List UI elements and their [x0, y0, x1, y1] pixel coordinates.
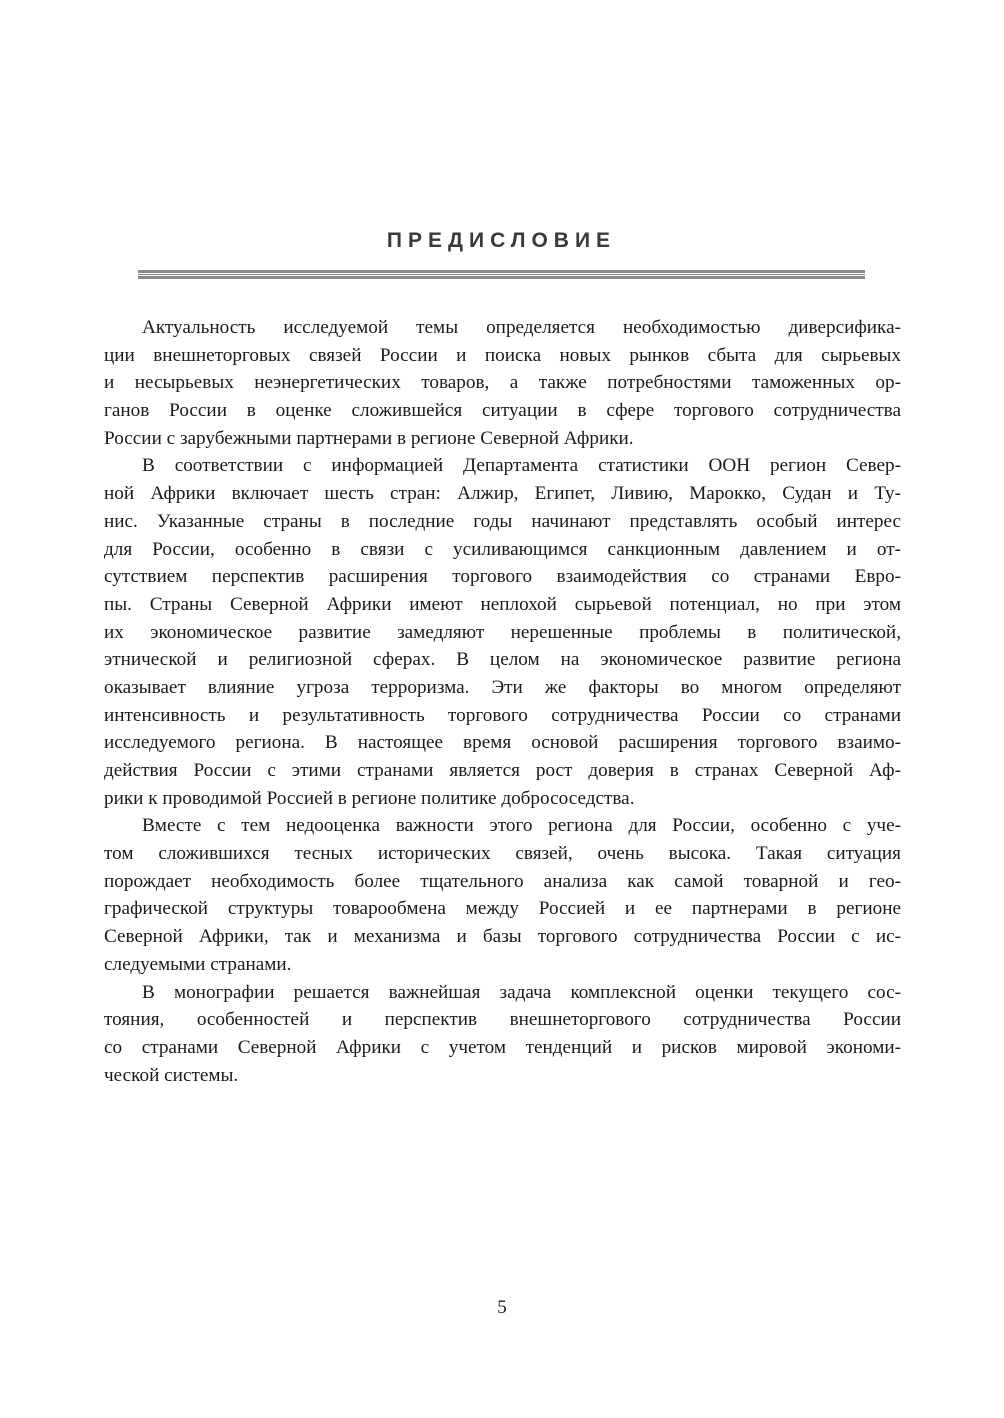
text-line: тояния, особенностей и перспектив внешнеторгового сотрудничества России — [104, 1009, 901, 1031]
text-line: исследуемого региона. В настоящее время основой расширения торгового взаимо- — [104, 732, 901, 754]
text-line: для России, особенно в связи с усиливающимся санкционным давлением и от- — [104, 538, 901, 560]
text-line: Вместе с тем недооценка важности этого региона для России, особенно с уче- — [142, 815, 901, 837]
text-line: следуемыми странами. — [104, 953, 292, 975]
paragraph — [104, 452, 901, 812]
text-line: оказывает влияние угроза терроризма. Эти же факторы во многом определяют — [104, 676, 901, 698]
text-line: со странами Северной Африки с учетом тенденций и рисков мировой экономи- — [104, 1036, 901, 1058]
paragraph — [104, 979, 901, 1090]
paragraph — [104, 812, 901, 978]
text-line: действия России с этими странами является рост доверия в странах Северной Аф- — [104, 760, 901, 781]
page-title: ПРЕДИСЛОВИЕ — [386, 229, 617, 252]
text-line: графической структуры товарообмена между Россией и ее партнерами в регионе — [104, 898, 901, 920]
text-line: Северной Африки, так и механизма и базы торгового сотрудничества России с ис- — [104, 926, 901, 948]
page-number: 5 — [497, 1297, 507, 1318]
title-divider — [138, 270, 865, 281]
text-line: пы. Страны Северной Африки имеют неплохой сырьевой потенциал, но при этом — [104, 593, 901, 615]
text-line: В монографии решается важнейшая задача комплексной оценки текущего сос- — [142, 981, 901, 1003]
text-line: ции внешнеторговых связей России и поиска новых рынков сбыта для сырьевых — [104, 344, 901, 366]
text-line: том сложившихся тесных исторических связей, очень высока. Такая ситуация — [104, 843, 901, 865]
text-line: сутствием перспектив расширения торгового взаимодействия со странами Евро- — [104, 566, 901, 588]
text-line: порождает необходимость более тщательного анализа как самой товарной и гео- — [104, 870, 901, 892]
text-line: В соответствии с информацией Департамента статистики ООН регион Север- — [142, 455, 901, 477]
text-line: ганов России в оценке сложившейся ситуации в сфере торгового сотрудничества — [104, 400, 901, 422]
text-line: России с зарубежными партнерами в регионе Северной Африки. — [104, 427, 634, 449]
text-line: ческой системы. — [104, 1064, 239, 1086]
text-line: и несырьевых неэнергетических товаров, а также потребностями таможенных ор- — [104, 372, 901, 394]
text-line: интенсивность и результативность торгового сотрудничества России со странами — [104, 704, 901, 726]
text-line: их экономическое развитие замедляют нерешенные проблемы в политической, — [104, 621, 901, 643]
paragraph — [104, 314, 901, 452]
body-text — [104, 314, 901, 1089]
text-line: нис. Указанные страны в последние годы начинают представлять особый интерес — [104, 510, 901, 532]
text-line: этнической и религиозной сферах. В целом на экономическое развитие региона — [104, 649, 901, 671]
text-line: ной Африки включает шесть стран: Алжир, Египет, Ливию, Марокко, Судан и Ту- — [104, 483, 901, 505]
text-line: Актуальность исследуемой темы определяется необходимостью диверсифика- — [142, 317, 901, 338]
text-line: рики к проводимой Россией в регионе политике добрососедства. — [104, 787, 635, 809]
